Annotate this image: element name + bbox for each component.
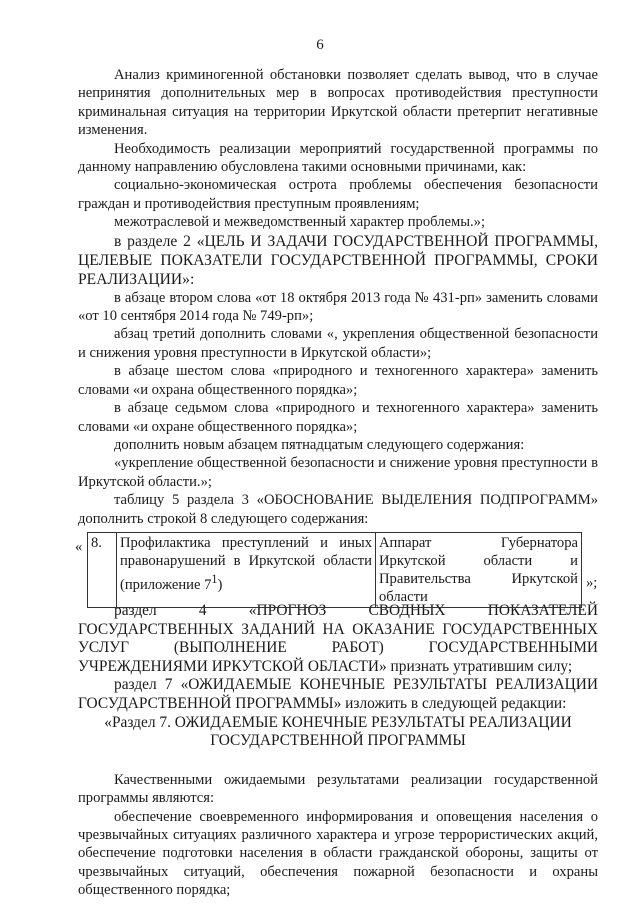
paragraph: в абзаце втором слова «от 18 октября 2013 года № 431-рп» заменить словами «от 10 сентября 2014 года № 749-рп»; bbox=[78, 289, 598, 325]
row-number-cell: 8. bbox=[88, 532, 117, 607]
section-7-heading-line2: ГОСУДАРСТВЕННОЙ ПРОГРАММЫ bbox=[210, 732, 466, 750]
section-2-reference: в разделе 2 «ЦЕЛЬ И ЗАДАЧИ ГОСУДАРСТВЕННОЙ ПРОГРАММЫ, ЦЕЛЕВЫЕ ПОКАЗАТЕЛИ ГОСУДАРСТВЕННОЙ ПРОГРАММЫ, СРОКИ РЕАЛИЗАЦИИ»: bbox=[78, 232, 598, 288]
paragraph: Качественными ожидаемыми результатами реализации государственной программы являются: bbox=[78, 771, 598, 807]
paragraph: межотраслевой и межведомственный характер проблемы.»; bbox=[114, 214, 486, 231]
inserted-table-row bbox=[75, 532, 598, 605]
paragraph: «укрепление общественной безопасности и снижение уровня преступности в Иркутской области.»; bbox=[78, 455, 598, 490]
open-quote: « bbox=[75, 538, 83, 555]
document-body bbox=[75, 66, 598, 900]
paragraph: раздел 4 «ПРОГНОЗ СВОДНЫХ ПОКАЗАТЕЛЕЙ ГОСУДАРСТВЕННЫХ ЗАДАНИЙ НА ОКАЗАНИЕ ГОСУДАРСТВЕННЫХ УСЛУГ (ВЫПОЛНЕНИЕ РАБОТ) ГОСУДАРСТВЕННЫМИ УЧРЕЖДЕНИЯМИ ИРКУТСКОЙ ОБЛАСТИ» признать утратившим силу; bbox=[78, 601, 598, 675]
paragraph: таблицу 5 раздела 3 «ОБОСНОВАНИЕ ВЫДЕЛЕНИЯ ПОДПРОГРАММ» дополнить строкой 8 следующего содержания: bbox=[78, 492, 598, 527]
executor-cell: Аппарат Губернатора Иркутской области и Правительства Иркутской области bbox=[376, 532, 582, 607]
subprogram-name: Профилактика преступлений и иных правонарушений в Иркутской области (приложение 7 bbox=[120, 534, 372, 593]
paragraph: абзац третий дополнить словами «, укрепления общественной безопасности и снижения уровня преступности в Иркутской области»; bbox=[78, 326, 598, 361]
subprogram-name-cell bbox=[117, 532, 376, 607]
paragraph: в абзаце седьмом слова «природного и техногенного характера» заменить словами «и охране общественного порядка»; bbox=[78, 400, 598, 435]
paragraph: обеспечение своевременного информирования и оповещения населения о чрезвычайных ситуациях различного характера и угрозе террористических акций, обеспечение подготовки населения в области гражданской обороны, защиты от чрезвычайных ситуаций, обеспечения пожарной безопасности и охраны общественного порядка; bbox=[78, 808, 598, 899]
section-7-heading-line1: «Раздел 7. ОЖИДАЕМЫЕ КОНЕЧНЫЕ РЕЗУЛЬТАТЫ РЕАЛИЗАЦИИ bbox=[104, 713, 572, 731]
subprogram-table bbox=[87, 532, 582, 608]
paragraph: социально-экономическая острота проблемы обеспечения безопасности граждан и противодействия преступным проявлениям; bbox=[78, 177, 598, 212]
paragraph: в абзаце шестом слова «природного и техногенного характера» заменить словами «и охрана общественного порядка»; bbox=[78, 363, 598, 398]
paragraph: раздел 7 «ОЖИДАЕМЫЕ КОНЕЧНЫЕ РЕЗУЛЬТАТЫ РЕАЛИЗАЦИИ ГОСУДАРСТВЕННОЙ ПРОГРАММЫ» изложить в следующей редакции: bbox=[78, 676, 598, 712]
page-number: 6 bbox=[316, 37, 324, 53]
paragraph: Необходимость реализации мероприятий государственной программы по данному направлению обусловлена такими основными причинами, как: bbox=[78, 140, 598, 176]
paragraph: дополнить новым абзацем пятнадцатым следующего содержания: bbox=[114, 436, 525, 453]
paragraph: Анализ криминогенной обстановки позволяет сделать вывод, что в случае непринятия дополнительных мер в вопросах противодействия преступности криминальная ситуация на территории Иркутской области претерпит негативные изменения. bbox=[78, 67, 598, 139]
close-quote: »; bbox=[586, 574, 598, 591]
spacer bbox=[78, 751, 598, 771]
appendix-superscript: 1 bbox=[211, 571, 218, 586]
subprogram-name-end: ) bbox=[217, 576, 223, 593]
table-row bbox=[88, 532, 582, 607]
